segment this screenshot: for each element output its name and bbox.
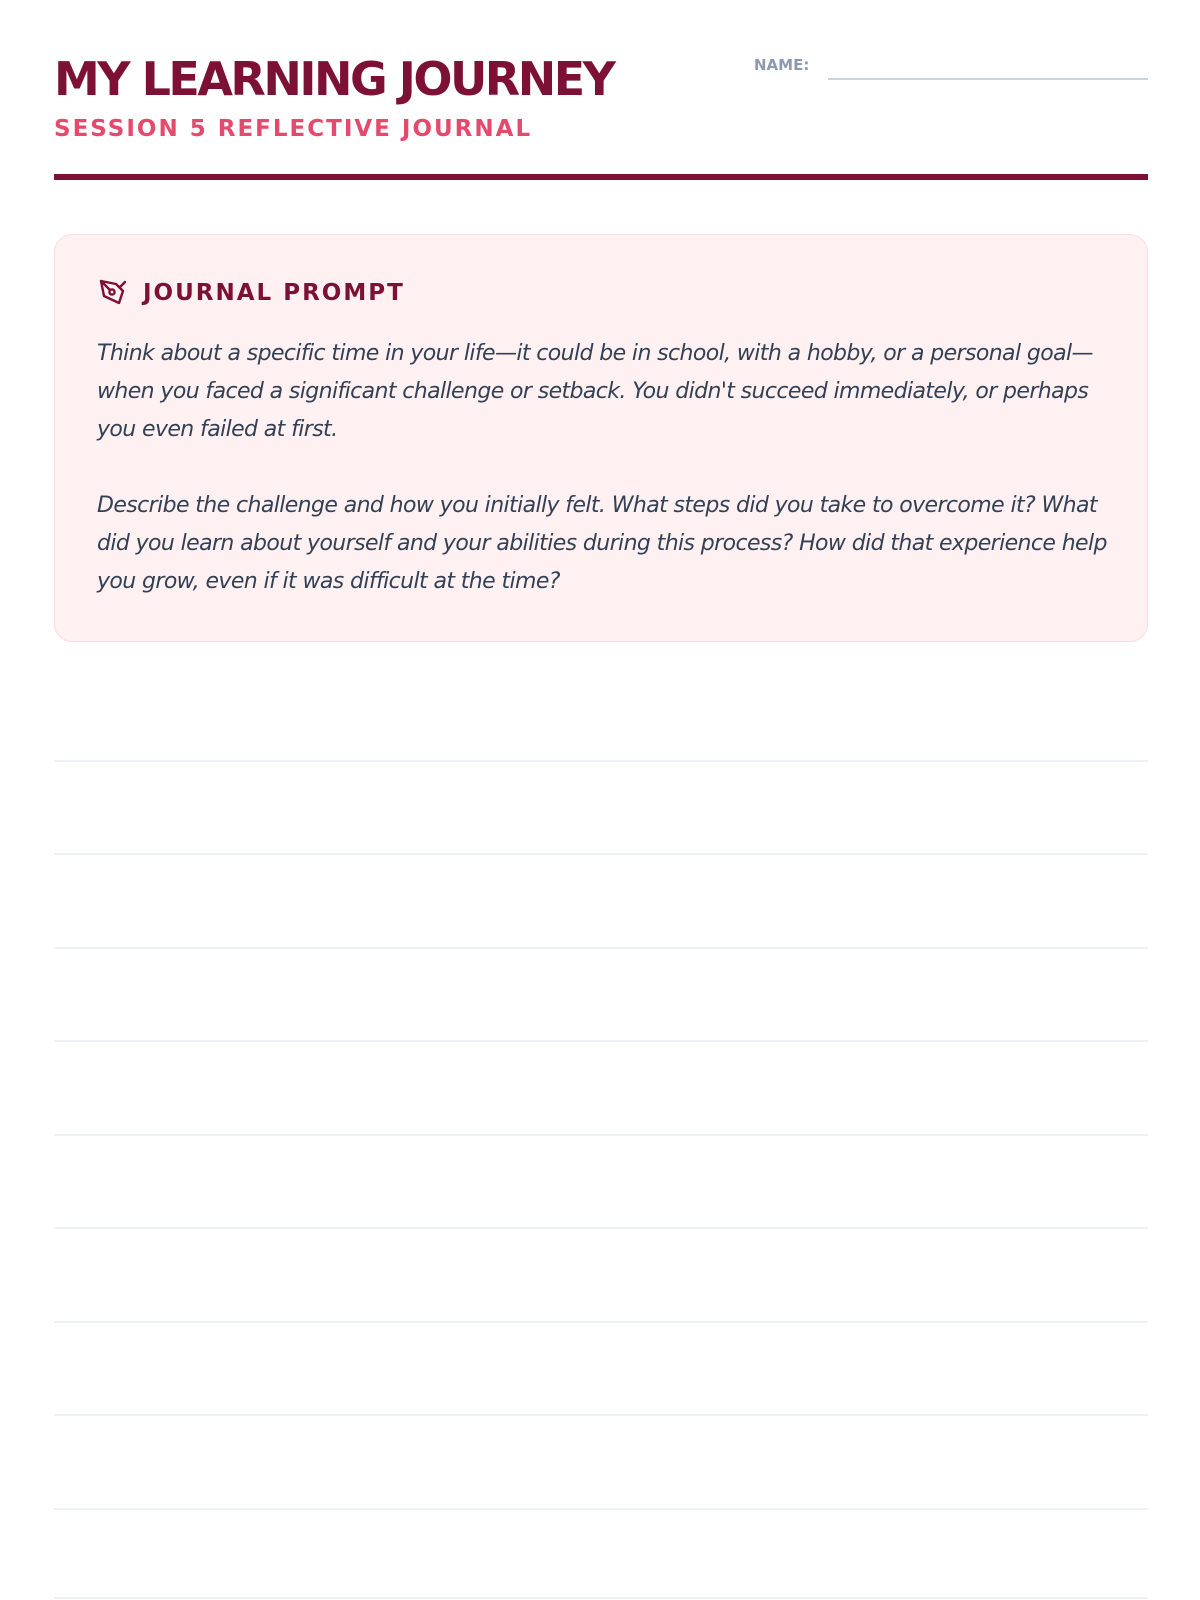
journal-page	[54, 0, 1148, 1600]
writing-line	[54, 947, 1148, 949]
name-label: NAME:	[754, 56, 810, 74]
writing-line	[54, 1321, 1148, 1323]
page-subtitle: SESSION 5 REFLECTIVE JOURNAL	[54, 116, 533, 142]
writing-line	[54, 760, 1148, 762]
writing-line	[54, 1040, 1148, 1042]
writing-area[interactable]	[54, 0, 1148, 1600]
writing-line	[54, 1134, 1148, 1136]
writing-line	[54, 1597, 1148, 1599]
writing-line	[54, 1227, 1148, 1229]
page-title: MY LEARNING JOURNEY	[54, 52, 614, 106]
journal-prompt-heading: JOURNAL PROMPT	[143, 280, 405, 306]
writing-line	[54, 1508, 1148, 1510]
prompt-paragraph: Describe the challenge and how you initially felt. What steps did you take to overcome it? What did you learn about yourself and your abilities during this process? How did that experience help you grow, even if it was difficult at the time?	[97, 493, 1107, 594]
prompt-paragraph: Think about a specific time in your life—it could be in school, with a hobby, or a personal goal—when you faced a significant challenge or setback. You didn't succeed immediately, or perhaps you even failed at first.	[97, 341, 1093, 442]
writing-line	[54, 1414, 1148, 1416]
writing-line	[54, 853, 1148, 855]
